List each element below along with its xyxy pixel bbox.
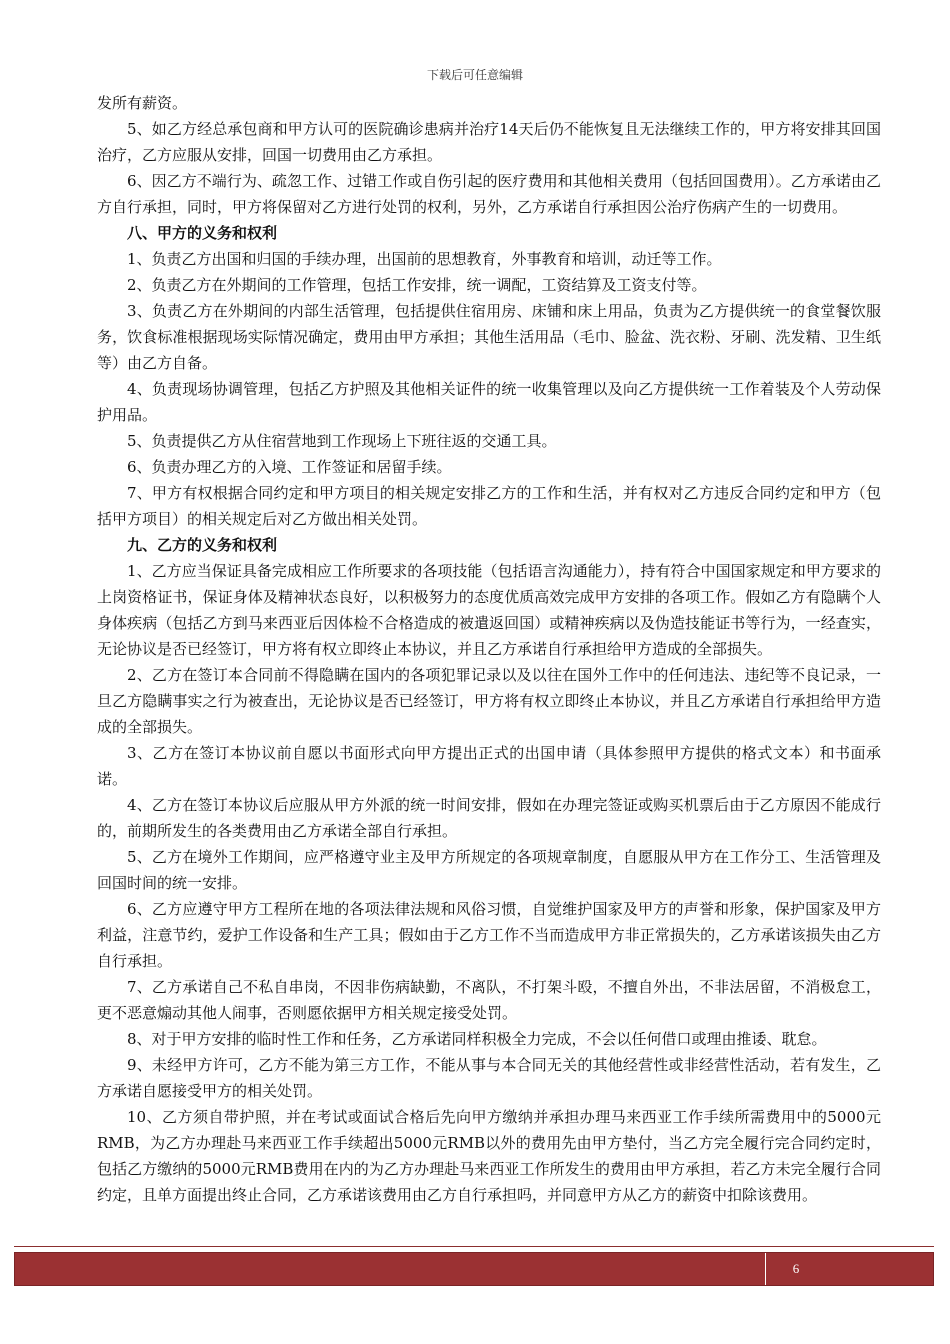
- footer-bar: [14, 1252, 934, 1286]
- footer-divider-line: [14, 1246, 934, 1247]
- paragraph: 7、乙方承诺自己不私自串岗，不因非伤病缺勤，不离队，不打架斗殴，不擅自外出，不非法居留，不消极怠工，更不恶意煽动其他人闹事，否则愿依据甲方相关规定接受处罚。: [97, 978, 881, 1022]
- paragraph: 9、未经甲方许可，乙方不能为第三方工作，不能从事与本合同无关的其他经营性或非经营性活动，若有发生，乙方承诺自愿接受甲方的相关处罚。: [97, 1056, 881, 1100]
- section-heading: 九、乙方的义务和权利: [127, 536, 278, 554]
- page-number: 6: [792, 1261, 800, 1276]
- paragraph: 6、负责办理乙方的入境、工作签证和居留手续。: [127, 458, 452, 476]
- paragraph: 4、乙方在签订本协议后应服从甲方外派的统一时间安排，假如在办理完签证或购买机票后由于乙方原因不能成行的，前期所发生的各类费用由乙方承诺全部自行承担。: [97, 796, 881, 840]
- paragraph: 10、乙方须自带护照，并在考试或面试合格后先向甲方缴纳并承担办理马来西亚工作手续所需费用中的5000元RMB，为乙方办理赴马来西亚工作手续超出5000元RMB以外的费用先由甲方垫付，当乙方完全履行完合同约定时，包括乙方缴纳的5000元RMB费用在内的为乙方办理赴马来西亚工作所发生的费用由甲方承担，若乙方未完全履行合同约定，且单方面提出终止合同，乙方承诺该费用由乙方自行承担吗，并同意甲方从乙方的薪资中扣除该费用。: [97, 1108, 881, 1204]
- paragraph: 4、负责现场协调管理，包括乙方护照及其他相关证件的统一收集管理以及向乙方提供统一工作着装及个人劳动保护用品。: [97, 380, 881, 424]
- paragraph: 6、乙方应遵守甲方工程所在地的各项法律法规和风俗习惯，自觉维护国家及甲方的声誉和形象，保护国家及甲方利益，注意节约，爱护工作设备和生产工具；假如由于乙方工作不当而造成甲方非正常损失的，乙方承诺该损失由乙方自行承担。: [97, 900, 881, 970]
- page-header-note: 下载后可任意编辑: [426, 68, 523, 82]
- paragraph: 3、乙方在签订本协议前自愿以书面形式向甲方提出正式的出国申请（具体参照甲方提供的格式文本）和书面承诺。: [97, 744, 881, 788]
- paragraph: 6、因乙方不端行为、疏忽工作、过错工作或自伤引起的医疗费用和其他相关费用（包括回国费用）。乙方承诺由乙方自行承担，同时，甲方将保留对乙方进行处罚的权利，另外，乙方承诺自行承担因公治疗伤病产生的一切费用。: [97, 172, 881, 216]
- document-body: [97, 90, 881, 1208]
- paragraph: 5、如乙方经总承包商和甲方认可的医院确诊患病并治疗14天后仍不能恢复且无法继续工作的，甲方将安排其回国治疗，乙方应服从安排，回国一切费用由乙方承担。: [97, 120, 881, 164]
- paragraph: 2、负责乙方在外期间的工作管理，包括工作安排，统一调配，工资结算及工资支付等。: [127, 276, 707, 294]
- section-heading: 八、甲方的义务和权利: [127, 224, 278, 242]
- paragraph: 1、负责乙方出国和归国的手续办理，出国前的思想教育，外事教育和培训，动迁等工作。: [127, 250, 722, 268]
- paragraph: 3、负责乙方在外期间的内部生活管理，包括提供住宿用房、床铺和床上用品，负责为乙方提供统一的食堂餐饮服务，饮食标准根据现场实际情况确定，费用由甲方承担；其他生活用品（毛巾、脸盆、洗衣粉、牙刷、洗发精、卫生纸等）由乙方自备。: [97, 302, 881, 372]
- paragraph: 5、负责提供乙方从住宿营地到工作现场上下班往返的交通工具。: [127, 432, 557, 450]
- paragraph: 8、对于甲方安排的临时性工作和任务，乙方承诺同样积极全力完成，不会以任何借口或理由推诿、耽怠。: [127, 1030, 827, 1048]
- paragraph: 7、甲方有权根据合同约定和甲方项目的相关规定安排乙方的工作和生活，并有权对乙方违反合同约定和甲方（包括甲方项目）的相关规定后对乙方做出相关处罚。: [97, 484, 881, 528]
- paragraph: 5、乙方在境外工作期间，应严格遵守业主及甲方所规定的各项规章制度，自愿服从甲方在工作分工、生活管理及回国时间的统一安排。: [97, 848, 881, 892]
- paragraph: 1、乙方应当保证具备完成相应工作所要求的各项技能（包括语言沟通能力），持有符合中国国家规定和甲方要求的上岗资格证书，保证身体及精神状态良好，以积极努力的态度优质高效完成甲方安排的各项工作。假如乙方有隐瞒个人身体疾病（包括乙方到马来西亚后因体检不合格造成的被遣返回国）或精神疾病以及伪造技能证书等行为，一经查实，无论协议是否已经签订，甲方将有权立即终止本协议，并且乙方承诺自行承担给甲方造成的全部损失。: [97, 562, 881, 658]
- paragraph: 发所有薪资。: [97, 94, 188, 112]
- paragraph: 2、乙方在签订本合同前不得隐瞒在国内的各项犯罪记录以及以往在国外工作中的任何违法、违纪等不良记录，一旦乙方隐瞒事实之行为被查出，无论协议是否已经签订，甲方将有权立即终止本协议，并且乙方承诺自行承担给甲方造成的全部损失。: [97, 666, 881, 736]
